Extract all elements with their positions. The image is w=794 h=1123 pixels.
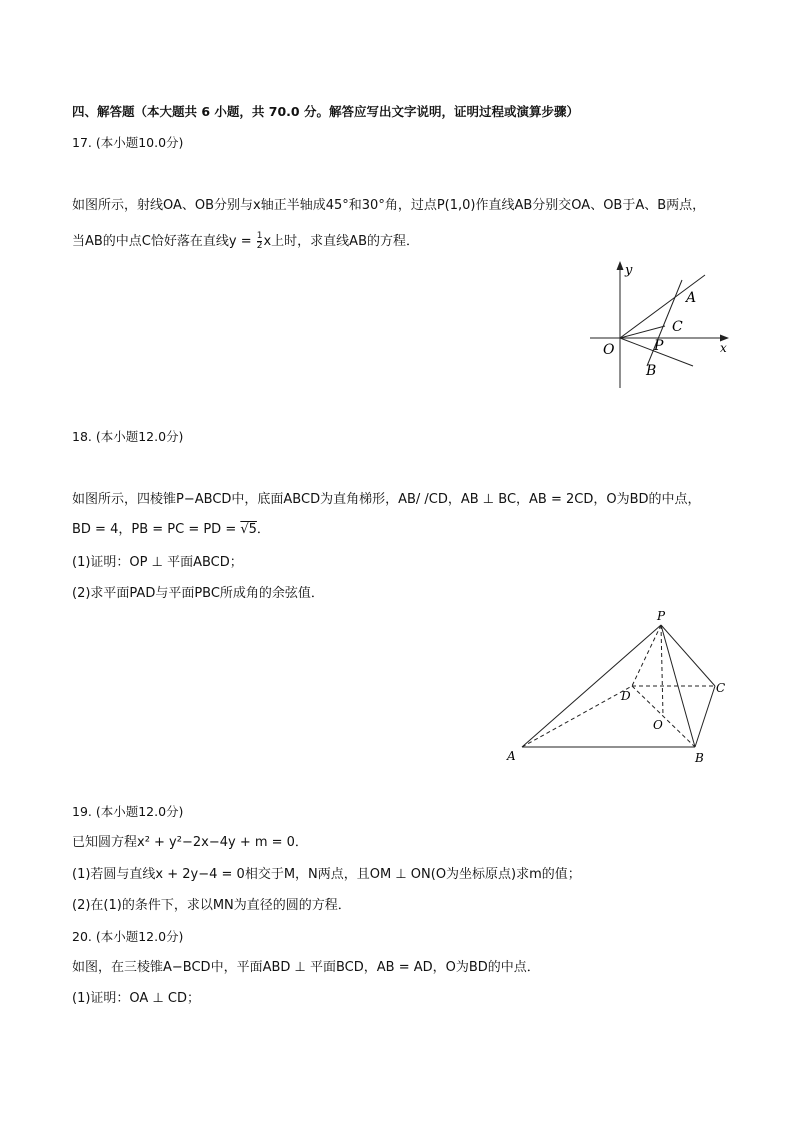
q17-heading: 17. (本小题10.0分): [72, 135, 184, 150]
sqrt-expression: √5: [240, 522, 257, 537]
label-P: P: [654, 338, 664, 354]
q19-part1: (1)若圆与直线x + 2y−4 = 0相交于M，N两点，且OM ⊥ ON(O为坐标原点)求m的值；: [72, 867, 581, 882]
q18-text-line2-start: BD = 4，PB = PC = PD =: [72, 522, 241, 537]
fraction-denominator: 2: [256, 241, 263, 251]
label-D: D: [621, 689, 631, 703]
label-P: P: [657, 609, 666, 623]
edge-PO-hidden: [661, 625, 663, 716]
q19-heading: 19. (本小题12.0分): [72, 804, 184, 819]
q18-part1: (1)证明：OP ⊥ 平面ABCD；: [72, 555, 243, 570]
edge-BC: [695, 686, 715, 747]
label-B: B: [646, 363, 657, 379]
label-B: B: [695, 751, 704, 765]
label-C: C: [672, 319, 683, 335]
label-A: A: [507, 749, 516, 763]
section-title: 四、解答题（本大题共 6 小题，共 70.0 分。解答应写出文字说明，证明过程或演算步骤）: [72, 104, 579, 119]
q19-text-line1: 已知圆方程x² + y²−2x−4y + m = 0．: [72, 835, 308, 850]
label-A: A: [686, 290, 697, 306]
q18-heading: 18. (本小题12.0分): [72, 429, 184, 444]
edge-AD-hidden: [522, 686, 632, 747]
q18-text-line2-end: ．: [256, 522, 270, 537]
segment-OC: [620, 326, 665, 338]
q17-text-line2: [72, 232, 419, 251]
label-y: y: [625, 263, 633, 278]
q20-part1: (1)证明：OA ⊥ CD；: [72, 991, 200, 1006]
q20-heading: 20. (本小题12.0分): [72, 929, 184, 944]
y-axis-arrow: [617, 261, 624, 270]
q18-part2: (2)求平面PAD与平面PBC所成角的余弦值．: [72, 586, 324, 601]
q19-part2: (2)在(1)的条件下，求以MN为直径的圆的方程．: [72, 898, 351, 913]
label-O: O: [603, 342, 615, 358]
q17-text-line2-end: x上时，求直线AB的方程．: [263, 234, 419, 249]
fraction-numerator: 1: [256, 231, 263, 241]
label-O: O: [653, 718, 663, 732]
q18-figure: [500, 605, 740, 770]
edge-PD-hidden: [632, 625, 661, 686]
q18-text-line1: 如图所示，四棱锥P−ABCD中，底面ABCD为直角梯形，AB/ /CD，AB ⊥ BC，AB = 2CD，O为BD的中点，: [72, 492, 701, 507]
fraction: [257, 232, 263, 251]
label-x: x: [720, 341, 727, 355]
q17-figure: [585, 258, 735, 393]
q18-text-line2: [72, 521, 270, 539]
q17-text-line2-start: 当AB的中点C恰好落在直线y =: [72, 234, 256, 249]
edge-DB-hidden: [632, 686, 695, 747]
q20-text-line1: 如图，在三棱锥A−BCD中，平面ABD ⊥ 平面BCD，AB = AD，O为BD的中点．: [72, 960, 540, 975]
q17-text-line1: 如图所示，射线OA、OB分别与x轴正半轴成45°和30°角，过点P(1,0)作直线AB分别交OA、OB于A、B两点，: [72, 198, 706, 213]
label-C: C: [716, 681, 726, 695]
